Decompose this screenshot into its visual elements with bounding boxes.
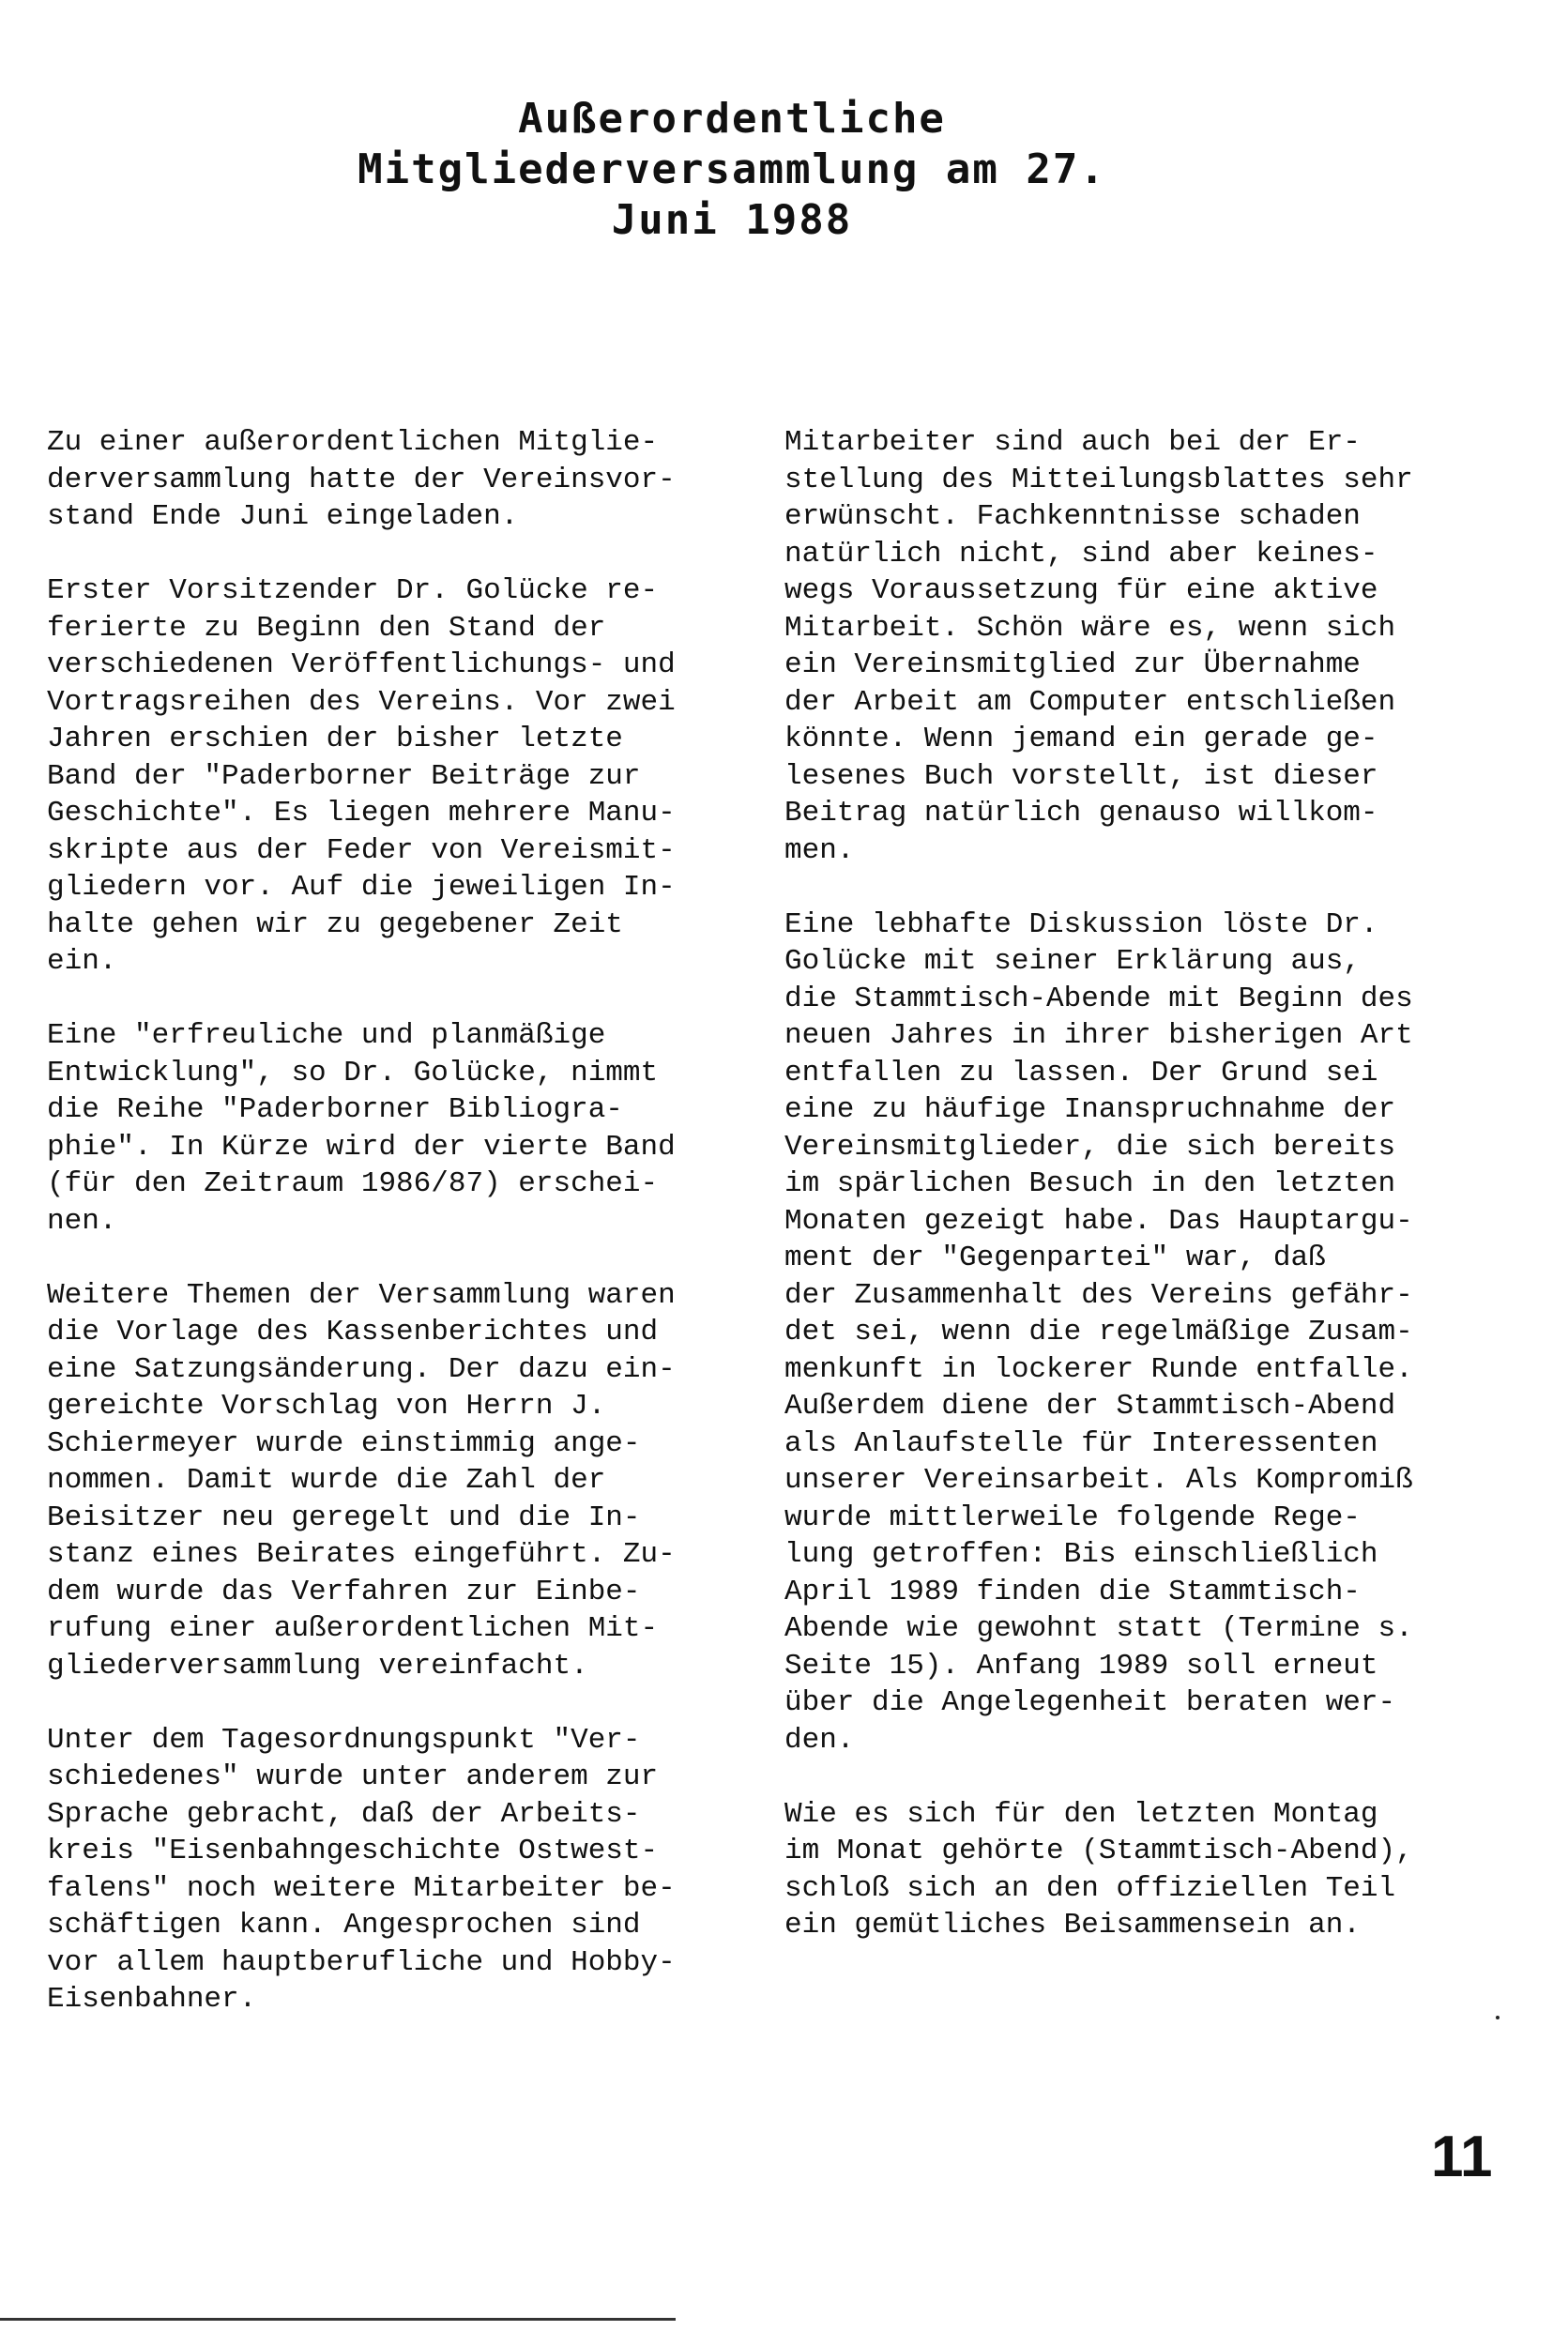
article-title (188, 94, 1276, 246)
text-line: wegs Voraussetzung für eine aktive (784, 574, 1378, 607)
text-line: Schiermeyer wurde einstimmig ange- (47, 1426, 641, 1460)
left-column (47, 424, 723, 2055)
paragraph-discussion (784, 906, 1460, 1760)
text-line: vor allem hauptberufliche und Hobby- (47, 1945, 676, 1979)
text-line: die Vorlage des Kassenberichtes und (47, 1316, 659, 1348)
text-line: men. (784, 833, 855, 867)
text-line: Eisenbahner. (47, 1983, 257, 2016)
title-line: Außerordentliche (518, 95, 946, 143)
paragraph-contributors (784, 424, 1460, 869)
text-line: nommen. Damit wurde die Zahl der (47, 1464, 606, 1497)
title-line: Mitgliederversammlung am 27. (358, 145, 1106, 193)
text-line: Golücke mit seiner Erklärung aus, (784, 945, 1361, 978)
text-line: ferierte zu Beginn den Stand der (47, 611, 606, 645)
text-line: den. (784, 1723, 855, 1757)
text-line: Band der "Paderborner Beiträge zur (47, 759, 641, 793)
text-line: stanz eines Beirates eingeführt. Zu- (47, 1538, 676, 1571)
text-line: ment der "Gegenpartei" war, daß (784, 1242, 1326, 1274)
text-line: unserer Vereinsarbeit. Als Kompromiß (784, 1464, 1413, 1497)
text-line: Sprache gebracht, daß der Arbeits- (47, 1797, 641, 1831)
text-line: als Anlaufstelle für Interessenten (784, 1426, 1378, 1460)
text-line: derversammlung hatte der Vereinsvor- (47, 463, 676, 496)
text-line: könnte. Wenn jemand ein gerade ge- (784, 723, 1378, 755)
text-line: schloß sich an den offiziellen Teil (784, 1871, 1396, 1905)
text-line: menkunft in lockerer Runde entfalle. (784, 1352, 1413, 1386)
text-line: im spärlichen Besuch in den letzten (784, 1167, 1396, 1200)
text-line: gliederversammlung vereinfacht. (47, 1649, 588, 1683)
text-line: halte gehen wir zu gegebener Zeit (47, 907, 623, 941)
text-line: lung getroffen: Bis einschließlich (784, 1538, 1378, 1571)
right-column (784, 424, 1460, 1981)
text-line: Eine lebhafte Diskussion löste Dr. (784, 907, 1378, 941)
text-line: Zu einer außerordentlichen Mitglie- (47, 426, 659, 459)
text-line: wurde mittlerweile folgende Rege- (784, 1501, 1361, 1534)
paragraph-closing (784, 1796, 1460, 1944)
text-line: Vereinsmitglieder, die sich bereits (784, 1130, 1396, 1164)
text-line: im Monat gehörte (Stammtisch-Abend), (784, 1835, 1413, 1867)
text-line: Wie es sich für den letzten Montag (784, 1797, 1378, 1831)
text-line: eine zu häufige Inanspruchnahme der (784, 1093, 1396, 1126)
paragraph-publications (47, 572, 723, 981)
text-line: phie". In Kürze wird der vierte Band (47, 1130, 676, 1164)
text-line: Eine "erfreuliche und planmäßige (47, 1019, 606, 1052)
text-line: die Stammtisch-Abende mit Beginn des (784, 982, 1413, 1015)
text-line: Erster Vorsitzender Dr. Golücke re- (47, 574, 659, 607)
paragraph-agenda (47, 1277, 723, 1685)
paragraph-bibliography (47, 1017, 723, 1240)
text-line: det sei, wenn die regelmäßige Zusam- (784, 1316, 1413, 1348)
text-line: ein. (47, 945, 117, 978)
text-line: erwünscht. Fachkenntnisse schaden (784, 500, 1361, 533)
text-line: (für den Zeitraum 1986/87) erschei- (47, 1167, 659, 1200)
paragraph-invitation (47, 424, 723, 536)
text-line: ein Vereinsmitglied zur Übernahme (784, 648, 1361, 681)
text-line: Vortragsreihen des Vereins. Vor zwei (47, 685, 676, 719)
text-line: Geschichte". Es liegen mehrere Manu- (47, 797, 676, 830)
text-line: die Reihe "Paderborner Bibliogra- (47, 1093, 623, 1126)
text-line: der Arbeit am Computer entschließen (784, 685, 1396, 719)
text-line: nen. (47, 1204, 117, 1238)
text-line: Mitarbeiter sind auch bei der Er- (784, 426, 1361, 459)
text-line: stellung des Mitteilungsblattes sehr (784, 463, 1413, 496)
text-line: Beisitzer neu geregelt und die In- (47, 1501, 641, 1534)
text-line: schäftigen kann. Angesprochen sind (47, 1909, 641, 1942)
text-line: lesenes Buch vorstellt, ist dieser (784, 759, 1378, 793)
text-line: schiedenes" wurde unter anderem zur (47, 1760, 659, 1793)
text-line: der Zusammenhalt des Vereins gefähr- (784, 1278, 1413, 1312)
text-line: Weitere Themen der Versammlung waren (47, 1278, 676, 1312)
text-line: stand Ende Juni eingeladen. (47, 500, 519, 533)
text-line: Entwicklung", so Dr. Golücke, nimmt (47, 1056, 659, 1089)
text-line: Abende wie gewohnt statt (Termine s. (784, 1612, 1413, 1645)
text-line: gliedern vor. Auf die jeweiligen In- (47, 871, 676, 904)
text-line: ein gemütliches Beisammensein an. (784, 1909, 1361, 1942)
text-line: Mitarbeit. Schön wäre es, wenn sich (784, 611, 1396, 645)
text-line: falens" noch weitere Mitarbeiter be- (47, 1871, 676, 1905)
scan-speck (1496, 2016, 1499, 2019)
text-line: eine Satzungsänderung. Der dazu ein- (47, 1352, 676, 1386)
text-line: verschiedenen Veröffentlichungs- und (47, 648, 676, 681)
text-line: dem wurde das Verfahren zur Einbe- (47, 1575, 641, 1608)
bottom-rule (0, 2318, 676, 2321)
text-line: Monaten gezeigt habe. Das Hauptargu- (784, 1204, 1413, 1238)
text-line: April 1989 finden die Stammtisch- (784, 1575, 1361, 1608)
text-line: entfallen zu lassen. Der Grund sei (784, 1056, 1378, 1089)
text-line: gereichte Vorschlag von Herrn J. (47, 1390, 606, 1423)
text-line: Außerdem diene der Stammtisch-Abend (784, 1390, 1396, 1423)
text-line: Unter dem Tagesordnungspunkt "Ver- (47, 1723, 641, 1757)
page-number: 11 (1431, 2125, 1493, 2189)
text-line: rufung einer außerordentlichen Mit- (47, 1612, 659, 1645)
text-line: kreis "Eisenbahngeschichte Ostwest- (47, 1835, 659, 1867)
paragraph-miscellaneous (47, 1722, 723, 2019)
text-line: natürlich nicht, sind aber keines- (784, 537, 1378, 571)
text-line: neuen Jahres in ihrer bisherigen Art (784, 1019, 1413, 1052)
text-line: über die Angelegenheit beraten wer- (784, 1686, 1396, 1719)
text-line: Seite 15). Anfang 1989 soll erneut (784, 1649, 1378, 1683)
text-line: Jahren erschien der bisher letzte (47, 723, 623, 755)
title-line: Juni 1988 (611, 196, 853, 244)
text-line: Beitrag natürlich genauso willkom- (784, 797, 1378, 830)
text-line: skripte aus der Feder von Vereismit- (47, 833, 676, 867)
